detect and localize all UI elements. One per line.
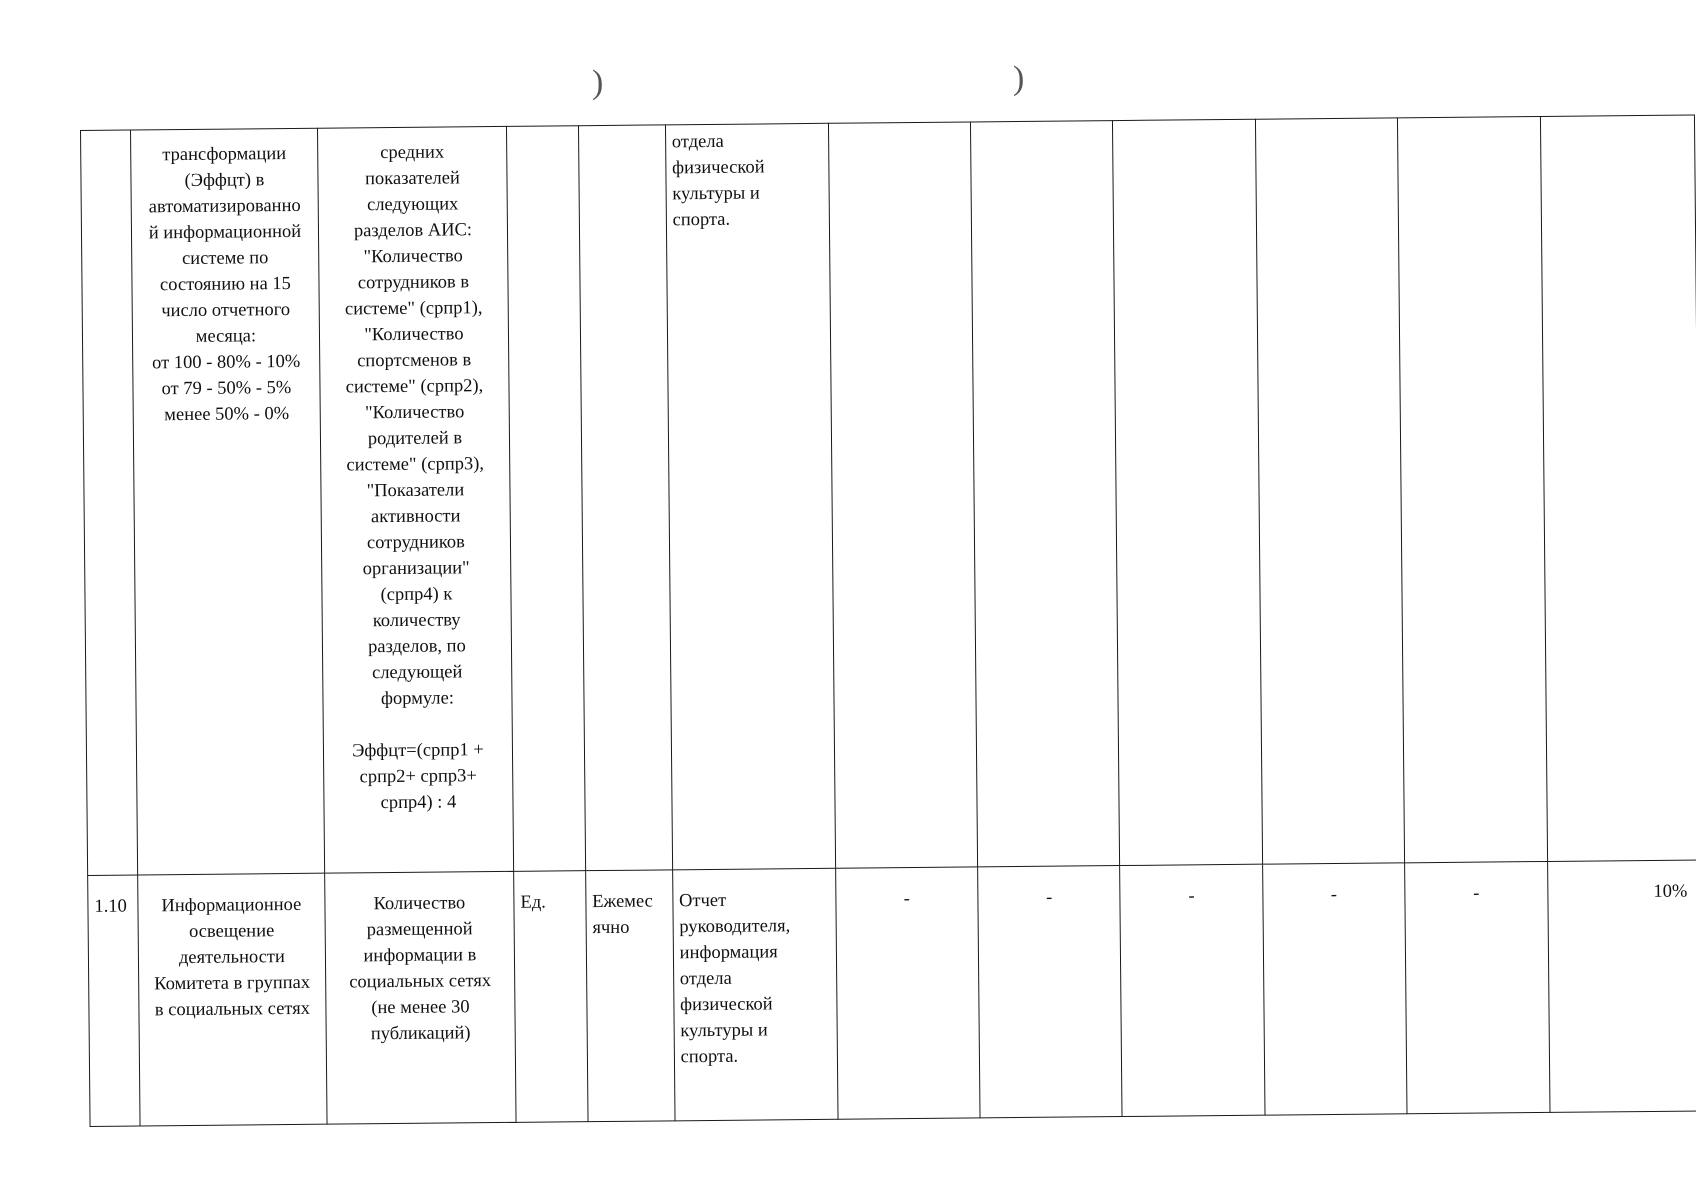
- value-cell-1: [828, 122, 978, 868]
- value-text: -: [1473, 883, 1480, 904]
- document-sheet: [80, 114, 1696, 1110]
- value-cell-2: [978, 866, 1123, 1118]
- value-cell-5: [1405, 861, 1550, 1113]
- method-cell: [325, 871, 517, 1124]
- method-text: средних показателей следующих разделов АИС: "Количество сотрудников в системе" (српр1), "Количество спортсменов в системе" (српр2), "Количество родителей в системе" (српр3), "Показатели активности сотрудников организации" (српр4) к количеству разделов, по следующей формуле:: [344, 142, 485, 710]
- value-cell-2: [971, 121, 1121, 867]
- method-text: Количество размещенной информации в социальных сетях (не менее 30 публикаций): [349, 893, 492, 1045]
- table-row: [88, 860, 1696, 1126]
- table-row: [81, 115, 1696, 875]
- value-text: -: [1330, 884, 1338, 906]
- value-cell-4: [1262, 863, 1407, 1115]
- value-cell-5: [1398, 116, 1548, 862]
- value-text: 10%: [1653, 881, 1688, 902]
- value-cell-1: [835, 867, 980, 1119]
- row-number-cell: [81, 130, 138, 875]
- unit-cell: Ед.: [514, 871, 588, 1123]
- paren-mark-right: ): [1013, 60, 1025, 97]
- value-cell-6: [1540, 115, 1696, 861]
- paren-mark-left: ): [592, 64, 604, 101]
- value-cell-4: [1255, 118, 1405, 864]
- indicators-table: [80, 114, 1696, 1126]
- period-cell: Ежемес ячно: [585, 870, 674, 1122]
- indicator-cell: трансформации (Эффцт) в автоматизированно й информационной системе по состоянию на 15 число отчетного месяца: от 100 - 80% - 10% от 79 - 50% - 5% менее 50% - 0%: [130, 128, 324, 875]
- row-number-cell: 1.10: [88, 875, 140, 1126]
- value-cell-3: [1120, 864, 1265, 1116]
- value-text: -: [903, 889, 910, 910]
- unit-cell: [507, 126, 586, 872]
- value-cell-6: [1547, 860, 1696, 1112]
- value-text: -: [1188, 886, 1195, 907]
- indicator-cell: Информационное освещение деятельности Комитета в группах в социальных сетях: [138, 873, 327, 1126]
- source-cell: Отчет руководителя, информация отдела физической культуры и спорта.: [672, 868, 837, 1121]
- value-text: -: [1045, 887, 1053, 908]
- method-cell: [317, 126, 513, 873]
- value-cell-3: [1113, 119, 1263, 865]
- formula-text: Эффцт=(српр1 + српр2+ српр3+ српр4) : 4: [352, 740, 484, 814]
- period-cell: [578, 125, 672, 871]
- source-cell: отдела физической культуры и спорта.: [665, 123, 835, 870]
